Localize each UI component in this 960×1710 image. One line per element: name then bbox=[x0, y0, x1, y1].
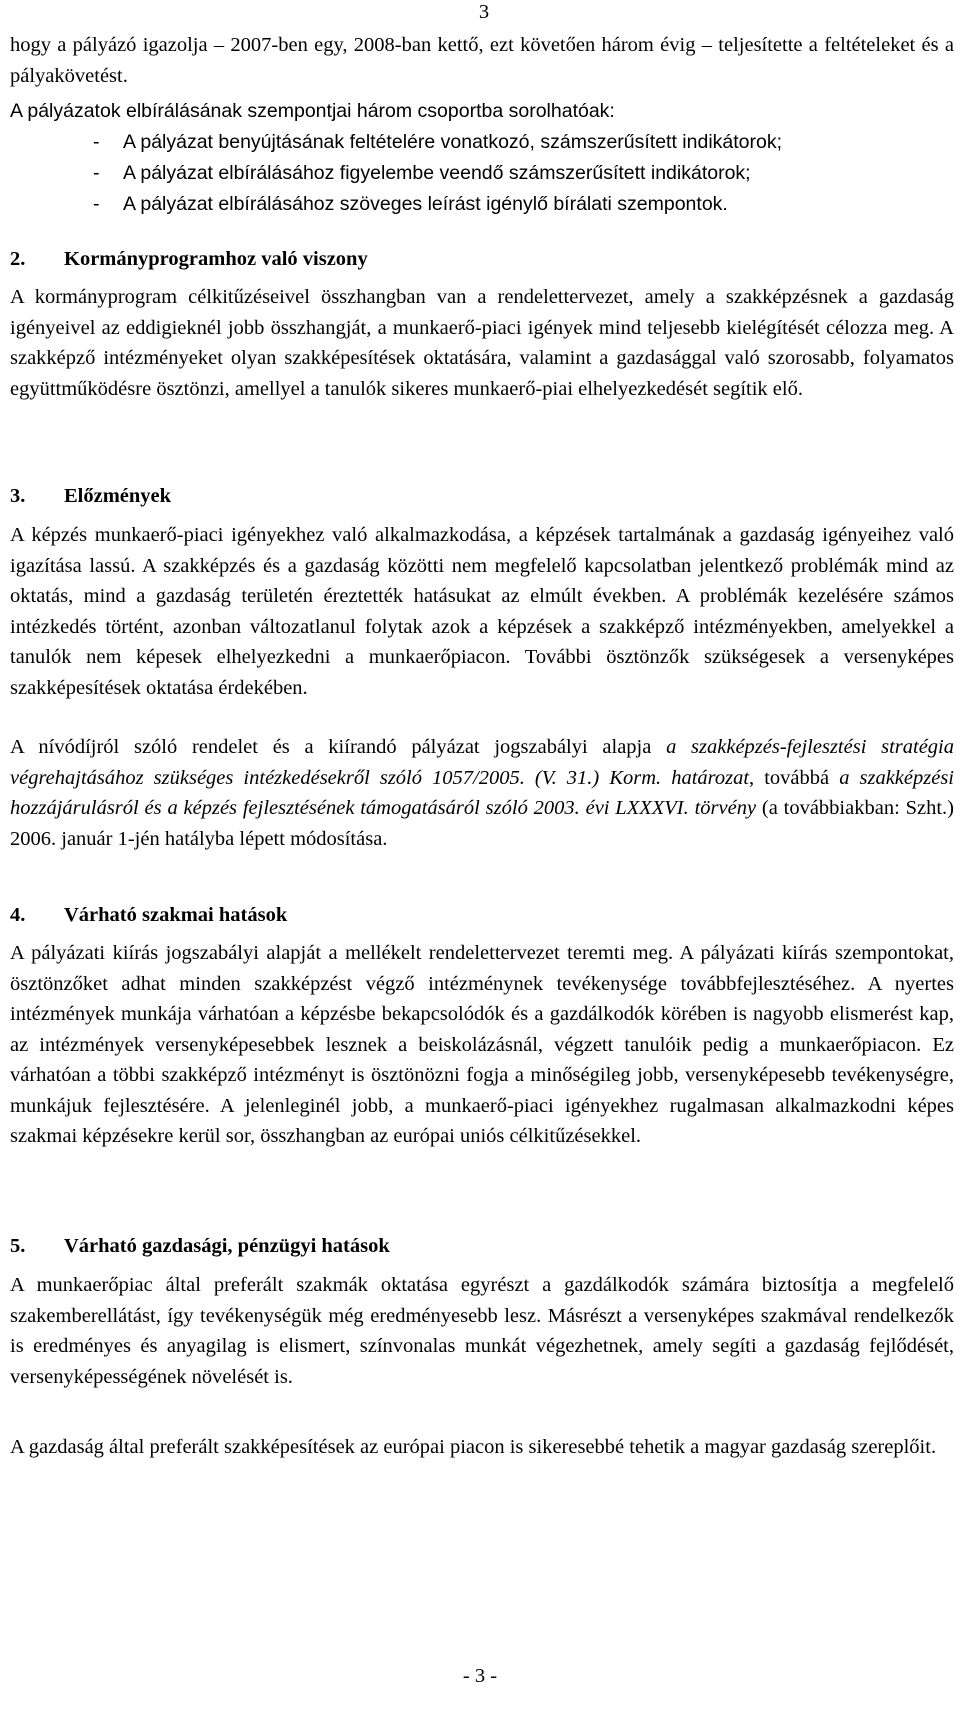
section-paragraph: A kormányprogram célkitűzéseivel összhangban van a rendelettervezet, amely a szakképzésnek a gazdaság igényeivel az eddigieknél jobb összhangját, a munkaerő-piaci igények mind teljesebb kielégítését célozza meg. A szakképző intézményeket olyan szakképesítések oktatására, valamint a gazdasággal való szorosabb, folyamatos együttműködésre ösztönzi, amellyel a tanulók sikeres munkaerő-piai elhelyezkedését segítik elő. bbox=[10, 286, 954, 400]
section-paragraph: A pályázati kiírás jogszabályi alapját a mellékelt rendelettervezet teremti meg. A pályázati kiírás szempontokat, ösztönzőket adhat minden szakképzést végző intézménynek tevékenysége továbbfejlesztéséhez. A nyertes intézmények munkája várhatóan a képzésbe bekapcsolódók és a gazdálkodók körében is nagyobb elismerést kap, az intézmények versenyképesebbek lesznek a beiskolázásnál, végzett tanulóik pedig a munkaerőpiacon. Ez várhatóan a többi szakképző intézményt is ösztönözni fogja a minőségileg jobb, versenyképesebb tevékenységre, munkájuk fejlesztésére. A jelenleginél jobb, a munkaerő-piaci igényekhez rugalmasan alkalmazkodni képes szakmai képzésekre kerül sor, összhangban az európai uniós célkitűzésekkel. bbox=[10, 942, 954, 1147]
section-4-body bbox=[10, 938, 954, 1152]
section-title: Előzmények bbox=[64, 485, 172, 507]
section-heading-4 bbox=[10, 900, 287, 931]
list-dash: - bbox=[93, 193, 100, 215]
section-title: Kormányprogramhoz való viszony bbox=[64, 248, 368, 270]
legal-text: , továbbá bbox=[749, 766, 840, 789]
list-item-text: A pályázat elbírálásához figyelembe veendő számszerűsített indikátorok; bbox=[123, 162, 751, 184]
section-heading-3 bbox=[10, 481, 171, 512]
legal-citation-act: a szakképzési hozzájárulásról és a képzés fejlesztésének támogatásáról szóló 2003. évi LXXXVI. törvény bbox=[10, 766, 954, 819]
list-item bbox=[93, 189, 954, 220]
section-number: 4. bbox=[10, 904, 26, 926]
criteria-list bbox=[93, 127, 954, 220]
intro-continuation-block bbox=[10, 30, 954, 91]
legal-citation-decision: a szakképzés-fejlesztési stratégia végrehajtásához szükséges intézkedésekről szóló 1057/2005. (V. 31.) Korm. határozat bbox=[10, 736, 954, 789]
list-item-text: A pályázat elbírálásához szöveges leírást igénylő bírálati szempontok. bbox=[123, 193, 728, 215]
list-dash: - bbox=[93, 162, 100, 184]
legal-text: (a továbbiakban: Szht.) 2006. január 1-jén hatályba lépett módosítása. bbox=[10, 797, 954, 850]
section-number: 3. bbox=[10, 485, 26, 507]
section-3-body bbox=[10, 520, 954, 703]
page-footer-number: - 3 - bbox=[462, 1665, 498, 1687]
section-number: 5. bbox=[10, 1235, 26, 1257]
section-5-body-2 bbox=[10, 1432, 954, 1463]
legal-basis-paragraph bbox=[10, 732, 954, 854]
section-2-body bbox=[10, 282, 954, 404]
list-item bbox=[93, 127, 954, 158]
legal-text: A nívódíjról szóló rendelet és a kiírandó pályázat jogszabályi alapja bbox=[10, 736, 667, 758]
list-item-text: A pályázat benyújtásának feltételére vonatkozó, számszerűsített indikátorok; bbox=[123, 131, 783, 153]
section-paragraph: A munkaerőpiac által preferált szakmák oktatása egyrészt a gazdálkodók számára biztosítja a megfelelő szakemberellátást, így tevékenységük még eredményesebb lesz. Másrészt a versenyképes szakmával rendelkezők is eredményes és anyagilag is elismert, színvonalas munkát végezhetnek, amely segíti a gazdaság fejlődését, versenyképességének növelését is. bbox=[10, 1274, 954, 1388]
list-dash: - bbox=[93, 131, 100, 153]
section-heading-5 bbox=[10, 1231, 390, 1262]
intro-continuation-paragraph: hogy a pályázó igazolja – 2007-ben egy, 2008-ban kettő, ezt követően három évig – teljesítette a feltételeket és a pályakövetést. bbox=[10, 34, 954, 87]
section-paragraph: A képzés munkaerő-piaci igényekhez való alkalmazkodása, a képzések tartalmának a gazdaság igényeihez való igazítása lassú. A szakképzés és a gazdaság közötti nem megfelelő kapcsolatban jelentkező problémák mind az oktatás, mind a gazdaság területén éreztették hatásukat az elmúlt években. A problémák kezelésére számos intézkedés történt, azonban változatlanul folytak azok a képzések a szakképző intézményekben, amelyekkel a tanulók nem képesek elhelyezkedni a munkaerőpiacon. További ösztönzők szükségesek a versenyképes szakképesítések oktatása érdekében. bbox=[10, 524, 954, 699]
section-3-legal-basis bbox=[10, 732, 954, 854]
list-item bbox=[93, 158, 954, 189]
section-paragraph: A gazdaság által preferált szakképesítések az európai piacon is sikeresebbé tehetik a magyar gazdaság szereplőit. bbox=[10, 1436, 937, 1458]
section-title: Várható szakmai hatások bbox=[64, 904, 288, 926]
criteria-intro-block bbox=[10, 96, 954, 127]
criteria-intro: A pályázatok elbírálásának szempontjai három csoportba sorolhatóak: bbox=[10, 100, 615, 122]
section-number: 2. bbox=[10, 248, 26, 270]
section-title: Várható gazdasági, pénzügyi hatások bbox=[64, 1235, 390, 1257]
page-number-top: 3 bbox=[478, 1, 490, 23]
section-5-body bbox=[10, 1270, 954, 1392]
section-heading-2 bbox=[10, 244, 368, 275]
